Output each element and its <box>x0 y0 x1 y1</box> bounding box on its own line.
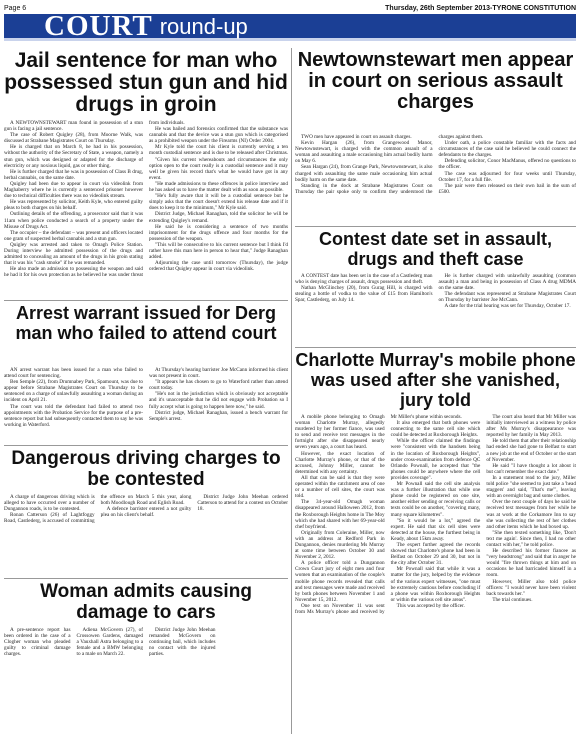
paragraph: All that can be said is that they were operated within the catchment area of one or a number of cell sites, the court was told. <box>295 474 385 500</box>
body-dangerous-driving <box>4 494 288 574</box>
paragraph: Mr Pownall said the cell site analysis was a further illustration that while one phone could be registered on one site, another either sending or receiving calls or texts could be on another, "covering many, many square kilometres". <box>390 481 481 518</box>
paragraph: He told them that after their relationship had ended she had gone to Belfast to start a new job at the end of October or the start of November. <box>486 438 576 463</box>
section-rule <box>295 347 576 348</box>
paragraph: The case was adjourned for four weeks until Thursday, October 17, for a full file. <box>438 170 576 183</box>
paragraph: The case of Robert Quigley (28), from Moorne Walk, was discussed at Strabane Magistrates Court on Thursday. <box>4 132 143 145</box>
paragraph: He is further charged that he was in possession of Class B drug, herbal cannabis, on the same date. <box>4 168 143 181</box>
section-rule <box>4 300 288 301</box>
paragraph: A charge of dangerous driving which is alleged to have occurred over a number of Dungannon roads, is to be contested. <box>4 494 95 513</box>
paragraph: Nathan McGlinchey (20), from Gurag Hill, is charged with stealing a bottle of vodka to the value of £15 from Hamilton's Spar, Castlederg, on July 14. <box>295 285 433 304</box>
body-newtownstewart <box>295 134 576 224</box>
body-arrest-warrant <box>4 367 288 443</box>
paragraph: He also made an admission to possessing the weapon and said he had it for his own protection as he believed he was under threat from individuals. <box>4 120 185 279</box>
paragraph: Ronan Catterson (26) of Laghtfoggy Road, Castlederg, is accused of committing the offence on March 5 this year, along both Moodlough Road and Eglish Road. <box>4 494 192 525</box>
paragraph: The 34-year-old Omagh woman disappeared around Halloween 2012, from the Roxborough Heights home in The Moy which she had shared with her 69-year-old chef boyfriend. <box>295 499 385 530</box>
paragraph: Mr Pownall said that while it was a matter for the jury, helped by the evidence of the various expert witnesses, "one must be extremely cautious before concluding if a phone was within Roxborough Heights or within the various cell site areas". <box>390 566 481 603</box>
headline-criminal-damage: Woman admits causing damage to cars <box>40 581 252 623</box>
body-stun-gun <box>4 120 288 298</box>
headline-arrest-warrant: Arrest warrant issued for Derg man who failed to attend court <box>15 303 277 343</box>
paragraph: The defendant was represented at Strabane Magistrates Court on Thursday by barrister Joe McCann. <box>438 291 576 304</box>
paragraph: District judge, Michael Ranaghan, issued a bench warrant for Semple's arrest. <box>149 409 288 422</box>
paragraph: "She then texted something like, 'Don't text me again'. Since then, I had no other contact with her," he told police. <box>486 529 576 548</box>
paragraph: Defending solicitor, Conor MacManus, offered no questions to the officer. <box>438 158 576 171</box>
paragraph: He said "I have thought a lot about it but can't remember the exact date." <box>486 462 576 475</box>
article-newtownstewart <box>295 50 576 225</box>
paragraph: Over the next couple of days he said he received text messages from her while he was at work at the Corkamore Inn to say she was collecting the rest of her clothes and other items which he had boxed up. <box>486 499 576 530</box>
paragraph: While the officer claimed the findings were "consistent with the handsets being in the location of Roxborough Heights", under cross-examination from defence QC Orlando Pownall, he accepted that "the phones could be anywhere where the cell provides coverage". <box>390 438 481 481</box>
section-rule <box>4 578 288 579</box>
paragraph: Originally from Coleraine, Miller, now with an address at Redford Park in Dungannon, denies murdering Ms Murray at some time between October 30 and November 2, 2012. <box>295 529 385 561</box>
paragraph: He described his former fiancee as "very headstrong" and said that in anger he would "fire thrown things at him and on occasions he had barricaded himself in a room. <box>486 548 576 579</box>
article-criminal-damage <box>4 581 288 733</box>
paragraph: The occupier – the defendant – was present and officers located one gram of suspected herbal cannabis and a stun gun. <box>4 229 143 242</box>
headline-stun-gun: Jail sentence for man who possessed stun gun and hid drugs in groin <box>4 50 288 116</box>
paragraph: Quigley had been due to appear in court via videolink from Maghaberry where he is currently a sentenced prisoner however due to technical difficulties there was no videolink stream. <box>4 180 143 200</box>
paragraph: "Given his current whereabouts and circumstances the only option open to the court really is a custodial sentence and it may well be given his record that's what he would have got in any event. <box>149 156 288 181</box>
paragraph: At Thursday's hearing barrister Joe McCann informed his client was not present in court. <box>149 367 288 380</box>
article-charlotte-murray <box>295 350 576 734</box>
article-arrest-warrant <box>4 303 288 443</box>
headline-dangerous-driving: Dangerous driving charges to be contested <box>11 448 281 490</box>
paragraph: AN arrest warrant has been issued for a man who failed to attend court for sentencing. <box>4 367 143 380</box>
paragraph: Standing in the dock at Strabane Magistrates Court on Thursday the pair spoke only to confirm they understood the charges against them. <box>295 134 484 195</box>
paragraph: District Judge John Meehan ordered Catterson to attend for a contest on October 18. <box>197 494 288 513</box>
paragraph: A defence barrister entered a not guilty plea on his client's behalf. <box>100 506 192 519</box>
paragraph: In a statement read to the jury, Miller told police "she seemed to just take a 'head staggers' and said, 'That's me'", leaving with an overnight bag and some clothes. <box>486 474 576 500</box>
article-contest-date <box>295 229 576 345</box>
body-criminal-damage <box>4 627 288 727</box>
paragraph: The trial continues. <box>492 596 533 603</box>
paragraph: The expert further agreed the records showed that Charlotte's phone had been in Belfast on October 29 and 30, but not in the city after October 31. <box>390 541 481 567</box>
paragraph: "He made admissions to these offences in police interview and he has asked us to have the matter dealt with as soon as possible. <box>149 180 288 194</box>
article-dangerous-driving <box>4 448 288 576</box>
body-contest-date <box>295 273 576 345</box>
paragraph: A mobile phone belonging to Omagh woman Charlotte Murray, allegedly murdered by her former fiance, was used to send and receive text messages in the fortnight after she disappeared nearly seven years ago, a court has heard. <box>295 414 385 451</box>
paragraph: The pair were then released on their own bail in the sum of £500. <box>438 182 576 195</box>
article-stun-gun <box>4 50 288 298</box>
paragraph: He is charged that on March 8, he had in his possession, without the authority of the Secretary of State, a weapon, namely a stun gun, which was designed or adapted for the discharge of electricity or any noxious liquid, gas or other thing. <box>4 144 143 169</box>
paragraph: TWO men have appeared in court on assault charges. <box>301 134 412 140</box>
paragraph: Kevin Hargan (26), from Grangewood Manor, Newtownstewart, is charged with the common assault of a woman and assaulting a male occasioning him actual bodily harm on May 6. <box>295 140 433 165</box>
paragraph: Quigley was arrested and taken to Omagh Police Station. During interview he admitted possession of the drugs and admitted to concealing an amount of the drugs in his groin stating that it was his "cash smoke" if he was remanded. <box>4 241 143 267</box>
paragraph: A CONTEST date has been set in the case of a Castlederg man who is denying charges of assault, drugs possession and theft. <box>295 273 433 286</box>
paragraph: The court was told the defendant had failed to attend two appointments with the Probation Service for the purpose of a pre-sentence report but had subsequently contacted them to say he was working in Waterford. <box>4 403 143 428</box>
page-number: Page 6 <box>4 4 27 12</box>
paragraph: District Judge, Michael Ranaghan, told the solicitor he will be extending Quigley's remand. <box>149 211 288 224</box>
banner-roundup: round-up <box>159 13 248 39</box>
body-charlotte-murray <box>295 414 576 734</box>
paragraph: "So it would be a lot," agreed the expert. He said that six cell sites were detected at the house, the furthest being in Keady, about 15km away. <box>390 517 481 542</box>
section-rule <box>4 445 288 446</box>
paragraph: Under oath, a police constable familiar with the facts and circumstances of the case said he believed he could connect the defendants to the charges. <box>438 140 576 159</box>
paragraph: "It appears he has chosen to go to Waterford rather than attend court today. <box>149 379 288 392</box>
paragraph: This was accepted by the officer. <box>396 602 465 609</box>
paragraph: He said he is considering a sentence of two months imprisonment for the drugs offence and four months for the possession of the weapon. <box>149 223 288 242</box>
section-rule <box>295 226 576 227</box>
column-rule <box>291 48 292 734</box>
paragraph: One text on November 11 was sent from Ms Murray's phone and received by Mr Miller's phone within seconds. <box>295 414 462 615</box>
headline-contest-date: Contest date set in assault, drugs and theft case <box>318 229 553 269</box>
headline-newtownstewart: Newtownstewart men appear in court on serious assault charges <box>297 50 574 113</box>
paragraph: Outlining details of the offending, a prosecutor said that it was 11am when police conducted a search of a property under the Misuse of Drugs Act. <box>4 211 143 230</box>
headline-charlotte-murray: Charlotte Murray's mobile phone was used after she vanished, jury told <box>295 350 576 410</box>
paragraph: A pre-sentence report has been ordered in the case of a Clogher woman who pleaded guilty to criminal damage charges. <box>4 627 71 658</box>
paragraph: Sean Hargan (24), from Grange Park, Newtownstewart, is also charged with assaulting the same male occasioning him actual bodily harm on the same date. <box>295 164 433 183</box>
paragraph: The court also heard that Mr Miller was initially interviewed as a witness by police after Ms Murray's disappearance was reported by her family in May 2013. <box>486 414 576 439</box>
paragraph: "This will be consecutive to his current sentence but I think I'd rather have this man here in person to hear that," Judge Ranaghan added. <box>149 241 288 261</box>
paragraph: Adiena McGovern (27), of Crossowen Gardens, damaged a Vauxhall Astra belonging to a female and a BMW belonging to a male on March 22. <box>76 627 143 658</box>
paragraph: A date for the trial hearing was set for Thursday, October 17. <box>444 303 571 310</box>
paragraph: "He's fully aware that it will be a custodial sentence but he simply asks that the court doesn't extend his release date and if it does to keep it to the minimum," Mr Kyle said. <box>149 193 288 212</box>
paragraph: He is further charged with unlawfully assaulting (common assault) a man and being in possession of Class A drug MDMA on the same date. <box>438 273 576 292</box>
paragraph: However, Miller also told police officers: "I would never have been violent back towards her." <box>486 578 576 597</box>
paragraph: He was represented by solicitor, Keith Kyle, who entered guilty pleas to both charges on his behalf. <box>4 199 143 212</box>
dateline: Thursday, 26th September 2013-TYRONE CONSTITUTION <box>385 4 576 12</box>
paragraph: However, the exact location of Charlotte Murray's phone, or that of the accused, Johnny Miller, cannot be determined with any certainty. <box>295 450 385 475</box>
paragraph: It also emerged that both phones were connecting to the same cell site which could be detected at Roxborough Heights. <box>390 420 481 439</box>
paragraph: A NEWTOWNSTEWART man found in possession of a stun gun is facing a jail sentence. <box>4 120 143 133</box>
paragraph: A police officer told a Dungannon Crown Court jury of eight men and four women that an examination of the couple's mobile phone records revealed that calls and text messages were made and received by both phones between November 1 and November 15, 2012. <box>295 560 385 603</box>
paragraph: District Judge John Meehan remanded McGovern on continuing bail, which includes no contact with the injured parties. <box>149 627 216 658</box>
banner-court: COURT <box>44 9 153 42</box>
paragraph: Mr Kyle told the court his client is currently serving a ten month custodial sentence and is due to be released after Christmas. <box>149 144 288 157</box>
paragraph: Ben Semple (22), from Drumnabey Park, Spamount, was due to appear before Strabane Magistrates Court on Thursday to be sentenced on a charge of unlawfully assaulting a woman during an incident on April 21. <box>4 379 143 404</box>
paragraph: He was bailed and forensics confirmed that the substance was cannabis and that the device was a stun gun which is categorised as a prohibited weapon under the Firearms (NI) Order 2004. <box>149 126 288 145</box>
paragraph: Adjourning the case until tomorrow (Thursday), the judge ordered that Quigley appear in court via videolink. <box>149 260 288 273</box>
paragraph: "He's not in the jurisdiction which is obviously not acceptable and it's unacceptable that he did not engage with Probation so I fully accept what is going to happen here now," he said. <box>149 391 288 410</box>
section-banner <box>4 9 576 42</box>
